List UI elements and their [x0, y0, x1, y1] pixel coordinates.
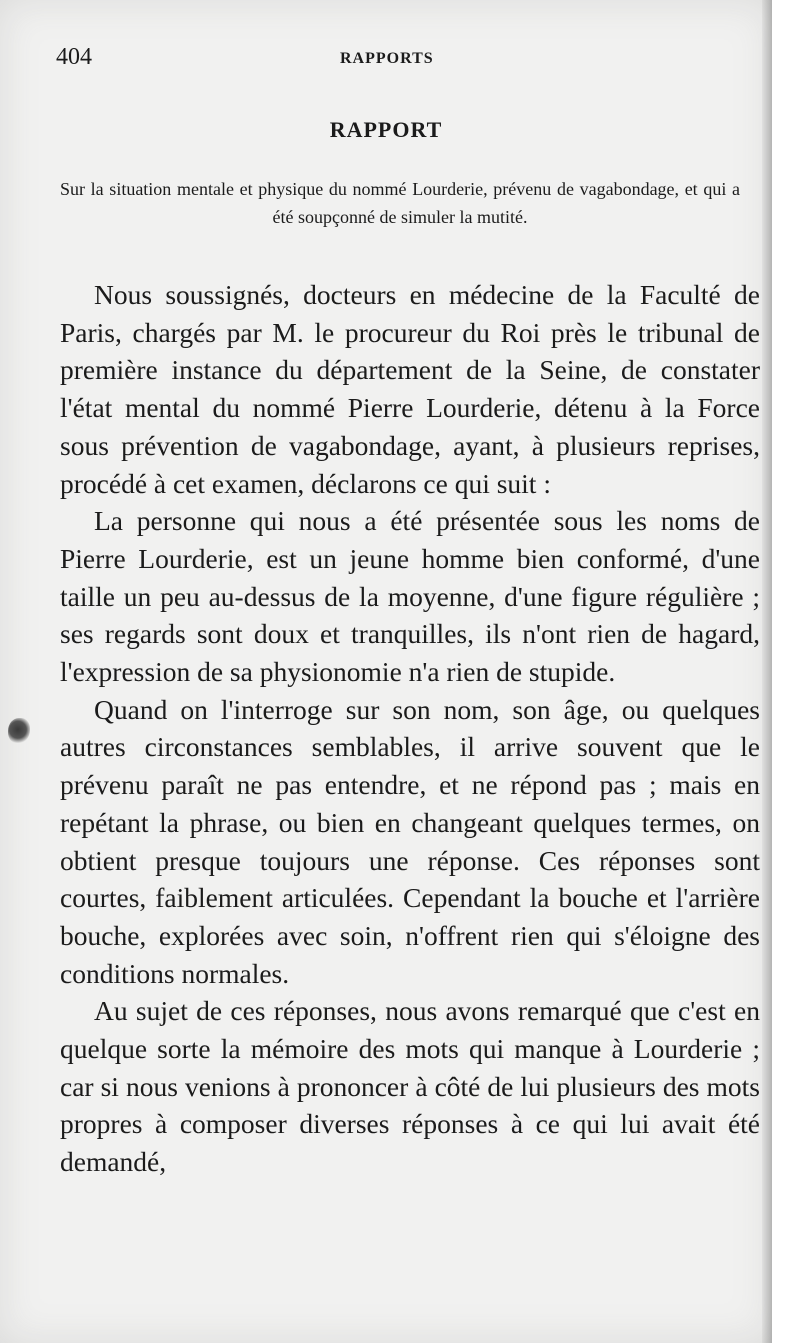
running-head: RAPPORTS — [340, 50, 434, 67]
ink-stain — [8, 718, 30, 744]
document-title: RAPPORT — [329, 117, 443, 142]
paragraph: Au sujet de ces réponses, nous avons remarqué que c'est en quelque sorte la mémoire des mots qui manque à Lourderie ; car si nous venions à prononcer à côté de lui plusieurs des mots propres à composer diverses réponses à ce qui lui avait été demandé, — [60, 995, 760, 1178]
page-gutter-shadow — [762, 0, 772, 1343]
page-header — [56, 44, 736, 76]
document-body — [60, 276, 760, 1181]
paragraph: La personne qui nous a été présentée sous les noms de Pierre Lourderie, est un jeune homme bien conformé, d'une taille un peu au-dessus de la moyenne, d'une figure régulière ; ses regards sont doux et tranquilles, ils n'ont rien de hagard, l'expression de sa physionomie n'a rien de stupide. — [60, 505, 760, 688]
paragraph: Nous soussignés, docteurs en médecine de la Faculté de Paris, chargés par M. le procureur du Roi près le tribunal de première instance du département de la Seine, de constater l'état mental du nommé Pierre Lourderie, détenu à la Force sous prévention de vagabondage, ayant, à plusieurs reprises, procédé à cet examen, déclarons ce qui suit : — [60, 279, 760, 499]
page-number: 404 — [56, 44, 92, 70]
paragraph: Quand on l'interroge sur son nom, son âge, ou quelques autres circonstances semblables, il arrive souvent que le prévenu paraît ne pas entendre, et ne répond pas ; mais en repétant la phrase, ou bien en changeant quelques termes, on obtient presque toujours une réponse. Ces réponses sont courtes, faiblement articulées. Cependant la bouche et l'arrière bouche, explorées avec soin, n'offrent rien qui s'éloigne des conditions normales. — [60, 693, 760, 989]
document-subtitle: Sur la situation mentale et physique du nommé Lourderie, prévenu de vagabondage, et qui a été soupçonné de simuler la mutité. — [60, 179, 740, 227]
